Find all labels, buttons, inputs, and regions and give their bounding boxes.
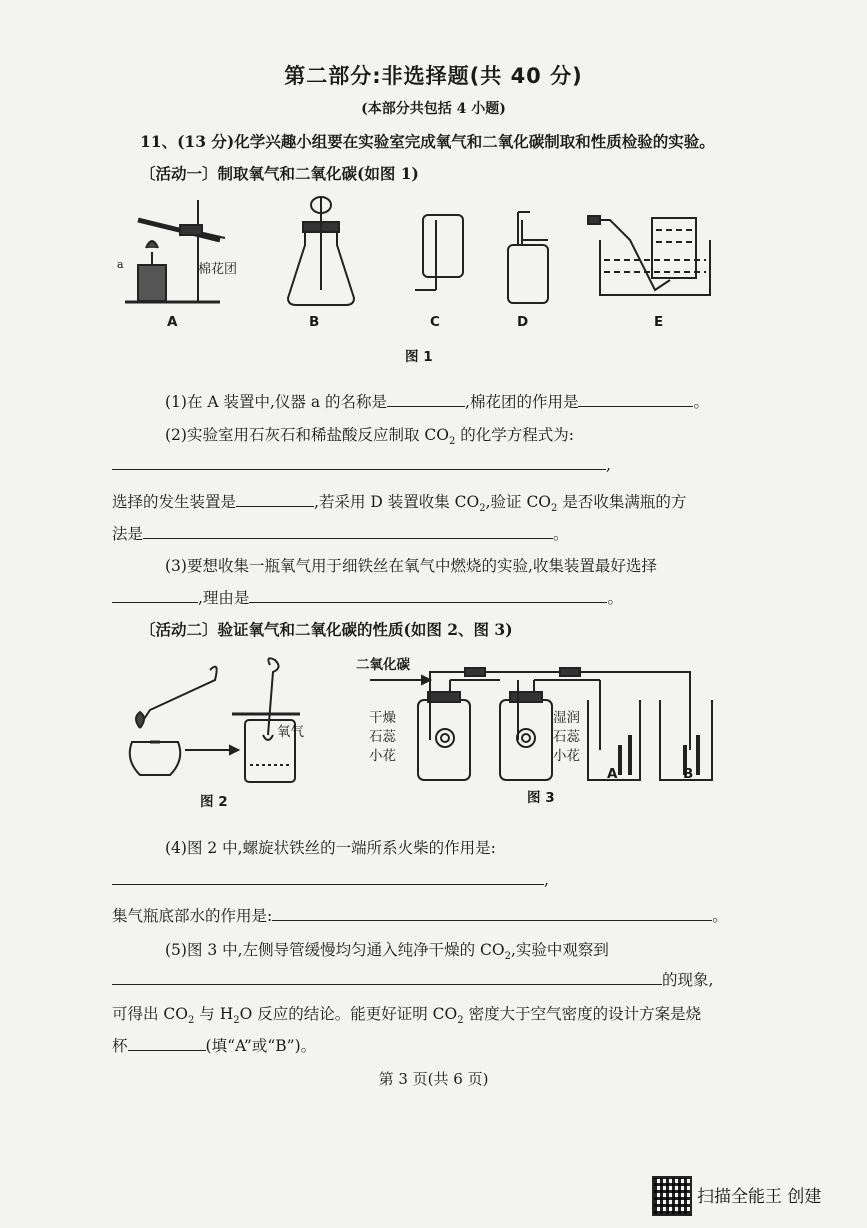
scanner-watermark: 扫描全能王 创建 bbox=[697, 1187, 822, 1207]
question-3b: ,理由是 。 bbox=[112, 586, 623, 608]
figure-1-caption: 图 1 bbox=[405, 349, 433, 365]
fig1-label-B: B bbox=[309, 314, 320, 330]
fig3-label-dry-1: 干燥 bbox=[369, 710, 396, 726]
question-3: (3)要想收集一瓶氧气用于细铁丝在氧气中燃烧的实验,收集装置最好选择 bbox=[165, 557, 657, 575]
question-4-line: , bbox=[112, 870, 549, 889]
answer-blank-3a[interactable] bbox=[112, 588, 198, 603]
qr-code-icon bbox=[652, 1176, 692, 1216]
question-intro: 11、(13 分)化学兴趣小组要在实验室完成氧气和二氧化碳制取和性质检验的实验。 bbox=[140, 132, 715, 151]
activity-two-heading: 〔活动二〕验证氧气和二氧化碳的性质(如图 2、图 3) bbox=[140, 620, 513, 639]
answer-blank-2c[interactable] bbox=[143, 524, 553, 539]
section-subtitle: (本部分共包括 4 小题) bbox=[361, 101, 506, 117]
fig1-label-cotton: 棉花团 bbox=[198, 262, 238, 277]
fig3-label-co2: 二氧化碳 bbox=[356, 657, 410, 673]
question-2c: 法是 。 bbox=[112, 525, 569, 543]
section-title: 第二部分:非选择题(共 40 分) bbox=[284, 64, 583, 88]
answer-blank-2-equation[interactable] bbox=[112, 455, 606, 470]
question-4: (4)图 2 中,螺旋状铁丝的一端所系火柴的作用是: bbox=[165, 839, 496, 857]
answer-blank-1b[interactable] bbox=[578, 392, 693, 407]
figure-2-caption: 图 2 bbox=[200, 794, 228, 810]
answer-blank-4a[interactable] bbox=[112, 870, 544, 885]
question-2: (2)实验室用石灰石和稀盐酸反应制取 $CO_2$ 的化学方程式为: bbox=[165, 426, 574, 448]
answer-blank-5a[interactable] bbox=[112, 970, 662, 985]
fig1-label-a: a bbox=[117, 258, 124, 271]
question-2b: 选择的发生装置是 ,若采用 D 装置收集 $CO_2$,验证 $CO_2$ 是否收集满瓶的方 bbox=[112, 493, 687, 515]
page-number: 第 3 页(共 6 页) bbox=[378, 1070, 489, 1088]
fig3-label-wet-1: 湿润 bbox=[553, 710, 580, 726]
fig3-label-dry-2: 石蕊 bbox=[369, 729, 396, 745]
fig1-label-E: E bbox=[654, 314, 664, 330]
fig3-beaker-A: A bbox=[607, 766, 618, 782]
fig3-label-wet-3: 小花 bbox=[553, 748, 580, 764]
activity-one-heading: 〔活动一〕制取氧气和二氧化碳(如图 1) bbox=[140, 164, 419, 183]
question-4b: 集气瓶底部水的作用是: 。 bbox=[112, 907, 728, 925]
question-5-line: 的现象, bbox=[112, 968, 713, 990]
fig3-label-wet-2: 石蕊 bbox=[553, 729, 580, 745]
figure-3-caption: 图 3 bbox=[527, 790, 555, 806]
fig1-label-A: A bbox=[167, 314, 178, 330]
question-5: (5)图 3 中,左侧导管缓慢均匀通入纯净干燥的 $CO_2$,实验中观察到 bbox=[165, 941, 609, 963]
question-1: (1)在 A 装置中,仪器 a 的名称是 ,棉花团的作用是 。 bbox=[165, 393, 709, 411]
question-5c: 可得出 $CO_2$ 与 $H_2O$ 反应的结论。能更好证明 $CO_2$ 密度大于空气密度的设计方案是烧 bbox=[112, 1005, 702, 1027]
question-5d: 杯 (填“A”或“B”)。 bbox=[112, 1037, 317, 1055]
fig1-label-C: C bbox=[430, 314, 440, 330]
fig1-label-D: D bbox=[517, 314, 529, 330]
question-2-equation-line: , bbox=[112, 455, 611, 474]
answer-blank-3b[interactable] bbox=[249, 588, 607, 603]
fig3-label-dry-3: 小花 bbox=[369, 748, 396, 764]
answer-blank-1a[interactable] bbox=[387, 392, 465, 407]
fig3-beaker-B: B bbox=[683, 766, 694, 782]
fig2-label-oxygen: 氧气 bbox=[277, 724, 304, 740]
answer-blank-4b[interactable] bbox=[272, 906, 712, 921]
answer-blank-2b[interactable] bbox=[236, 492, 314, 507]
answer-blank-5b[interactable] bbox=[128, 1036, 206, 1051]
